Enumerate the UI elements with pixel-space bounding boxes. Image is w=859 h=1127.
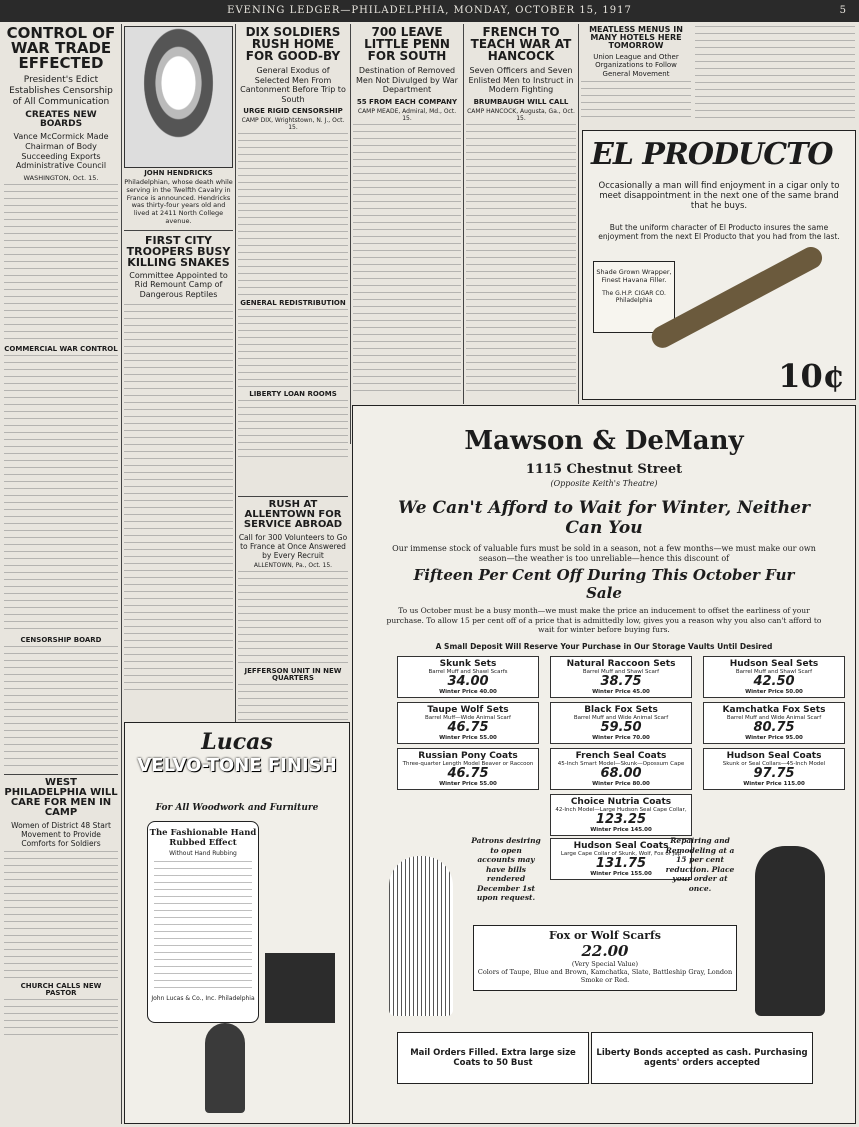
page-number: 5	[839, 5, 847, 16]
article-text-block	[238, 133, 348, 298]
lucas-brand: Lucas	[201, 729, 273, 755]
subhead-censorship-rigid: URGE RIGID CENSORSHIP	[243, 107, 343, 116]
article-text-block	[4, 851, 118, 981]
fur-item-price: 38.75	[600, 674, 642, 689]
mawson-headline: We Can't Afford to Wait for Winter, Neither Can You	[398, 498, 810, 538]
cigar-box-illustration	[593, 261, 675, 333]
el-producto-ad	[582, 130, 856, 400]
el-producto-maker: The G.H.P. CIGAR CO. Philadelphia	[602, 290, 666, 304]
fur-item-title: Kamchatka Fox Sets	[722, 705, 826, 715]
fur-item-desc: Barrel Muff—Wide Animal Scarf	[425, 715, 511, 721]
article-text-block	[4, 646, 118, 771]
article-text-block	[238, 400, 348, 460]
scarf-note: (Very Special Value)	[571, 960, 639, 968]
headline-meatless: MEATLESS MENUS IN MANY HOTELS HERE TOMORROW	[589, 26, 683, 50]
subhead-55-company: 55 FROM EACH COMPANY	[356, 97, 458, 106]
article-text-block	[4, 184, 118, 344]
deck-mccormick: Vance McCormick Made Chairman of Body Succeeding Exports Administrative Council	[13, 132, 109, 171]
headline-city-troopers: FIRST CITY TROOPERS BUSY KILLING SNAKES	[126, 233, 231, 269]
fur-item-desc: Barrel Muff and Shawl Scarfs	[428, 669, 508, 675]
el-producto-wrapper: Shade Grown Wrapper, Finest Havana Filler.	[596, 268, 672, 284]
fur-item-desc: Barrel Muff and Wide Animal Scarf	[573, 715, 669, 721]
el-producto-copy2: But the uniform character of El Producto insures the same enjoyment from the next El Producto that you had from the last.	[598, 223, 840, 241]
scarf-title: Fox or Wolf Scarfs	[549, 929, 661, 942]
fur-item-winter: Winter Price 70.00	[592, 735, 650, 741]
column-4	[353, 26, 461, 406]
lucas-panel-text	[154, 861, 252, 991]
lucas-ad	[124, 722, 350, 1124]
el-producto-copy: Occasionally a man will find enjoyment in a cigar only to meet disappointment in the next one of the same brand that he buys.	[598, 181, 840, 211]
fur-item-price: 42.50	[753, 674, 795, 689]
subhead-liberty-loan: LIBERTY LOAN ROOMS	[249, 390, 337, 399]
article-text-block	[238, 309, 348, 389]
dateline-washington: WASHINGTON, Oct. 15.	[23, 173, 99, 182]
fur-price-item	[397, 748, 539, 790]
rush-allentown-article	[238, 496, 348, 721]
fur-item-title: Russian Pony Coats	[418, 751, 518, 761]
fur-item-winter: Winter Price 45.00	[592, 689, 650, 695]
fur-item-winter: Winter Price 145.00	[590, 827, 652, 833]
woman-illustration	[205, 1023, 245, 1113]
fur-item-price: 46.75	[447, 766, 489, 781]
fur-price-item	[703, 702, 845, 744]
fur-item-price: 97.75	[753, 766, 795, 781]
headline-french-teach: FRENCH TO TEACH WAR AT HANCOCK	[470, 26, 572, 63]
photo-caption-text: Philadelphian, whose death while serving in the Twelfth Cavalry in France is announced. Hendricks was thirty-four years old and lived at 2411 North College avenue.	[124, 178, 233, 225]
fur-coat-illustration-right	[755, 846, 825, 1016]
fur-coat-illustration-left	[389, 856, 453, 1016]
fur-item-winter: Winter Price 40.00	[439, 689, 497, 695]
fur-price-item	[397, 656, 539, 698]
column-rule	[121, 24, 122, 1124]
mawson-demany-ad	[352, 405, 856, 1124]
lucas-tagline: For All Woodwork and Furniture	[155, 803, 319, 813]
column-rule	[578, 24, 579, 404]
deck-french-teach: Seven Officers and Seven Enlisted Men to Instruct in Modern Fighting	[468, 66, 574, 95]
article-text-block	[238, 571, 348, 666]
subhead-commercial: COMMERCIAL WAR CONTROL	[4, 344, 118, 353]
masthead-text: EVENING LEDGER—PHILADELPHIA, MONDAY, OCTOBER 15, 1917	[227, 5, 632, 16]
headline-dix-soldiers: DIX SOLDIERS RUSH HOME FOR GOOD-BY	[245, 26, 341, 63]
mawson-patrons: Patrons desiring to open accounts may have bills rendered December 1st upon request.	[471, 836, 541, 902]
subhead-redistribution: GENERAL REDISTRIBUTION	[240, 299, 346, 308]
fur-item-title: Black Fox Sets	[584, 705, 658, 715]
fur-item-price: 34.00	[447, 674, 489, 689]
fur-item-title: French Seal Coats	[575, 751, 667, 761]
fur-item-price: 123.25	[595, 812, 647, 827]
mail-orders-text: Mail Orders Filled. Extra large size Coats to 50 Bust	[410, 1048, 576, 1068]
dateline-camp-hancock: CAMP HANCOCK, Augusta, Ga., Oct. 15.	[467, 107, 575, 122]
article-text-block	[695, 26, 855, 122]
dateline-allentown: ALLENTOWN, Pa., Oct. 15.	[253, 562, 333, 569]
dateline-camp-meade: CAMP MEADE, Admiral, Md., Oct. 15.	[357, 107, 457, 122]
subhead-new-boards: CREATES NEW BOARDS	[25, 110, 97, 130]
fur-price-item	[550, 702, 692, 744]
mawson-name: Mawson & DeMany	[464, 426, 744, 456]
fur-item-desc: 42-Inch Model—Large Hudson Seal Cape Collar,	[555, 807, 687, 813]
fur-item-price: 80.75	[753, 720, 795, 735]
fur-item-title: Choice Nutria Coats	[570, 797, 672, 807]
fur-item-desc: Skunk or Seal Collars—45-Inch Model	[722, 761, 826, 767]
column-2	[124, 26, 233, 716]
photo-caption-name: JOHN HENDRICKS	[144, 169, 213, 177]
mail-orders-box	[397, 1032, 589, 1084]
column-3	[238, 26, 348, 496]
fur-item-desc: Large Cape Collar of Skunk, Wolf, Fox or Jap	[560, 851, 682, 857]
meatless-article	[581, 26, 691, 126]
fur-item-winter: Winter Price 155.00	[590, 871, 652, 877]
article-text-block	[124, 304, 233, 694]
fur-item-winter: Winter Price 55.00	[439, 735, 497, 741]
fur-item-title: Natural Raccoon Sets	[566, 659, 676, 669]
fur-item-winter: Winter Price 95.00	[745, 735, 803, 741]
deck-meatless: Union League and Other Organizations to Follow General Movement	[593, 53, 679, 78]
mawson-opposite: (Opposite Keith's Theatre)	[550, 479, 658, 488]
fur-price-item	[397, 702, 539, 744]
fur-item-desc: Barrel Muff and Shawl Scarf	[735, 669, 813, 675]
deck-war-trade: President's Edict Establishes Censorship of All Communication	[9, 75, 113, 107]
mawson-sale: Fifteen Per Cent Off During This October Fur Sale	[413, 566, 795, 602]
fur-price-item	[550, 794, 692, 836]
article-text-block	[353, 124, 461, 394]
subhead-censorship: CENSORSHIP BOARD	[20, 635, 102, 644]
fur-item-desc: Barrel Muff and Wide Animal Scarf	[726, 715, 822, 721]
meatless-continued	[695, 26, 855, 126]
scarf-price: 22.00	[581, 942, 629, 960]
headline-rush-allentown: RUSH AT ALLENTOWN FOR SERVICE ABROAD	[243, 499, 343, 530]
article-text-block	[4, 355, 118, 635]
column-5	[466, 26, 576, 406]
fur-price-item	[703, 656, 845, 698]
scarf-offer	[473, 925, 737, 991]
lucas-panel	[147, 821, 259, 1023]
fur-item-desc: Three-quarter Length Model Beaver or Raccoon	[402, 761, 534, 767]
fur-price-item	[550, 656, 692, 698]
lucas-maker: John Lucas & Co., Inc. Philadelphia	[151, 995, 255, 1002]
fur-item-title: Hudson Seal Coats	[573, 841, 669, 851]
mawson-intro: Our immense stock of valuable furs must be sold in a season, not a few months—we must make our own season—the weather is too unreliable—hence this discount of	[392, 544, 816, 563]
fur-item-title: Taupe Wolf Sets	[427, 705, 509, 715]
mawson-repair: Repairing and Remodeling at a 15 per cent reduction. Place your order at once.	[665, 836, 735, 893]
fur-item-price: 46.75	[447, 720, 489, 735]
dateline-camp-dix: CAMP DIX, Wrightstown, N. J., Oct. 15.	[241, 117, 345, 132]
subhead-brumbaugh: BRUMBAUGH WILL CALL	[473, 97, 569, 106]
article-text-block	[4, 999, 118, 1039]
fur-item-price: 68.00	[600, 766, 642, 781]
fur-item-title: Hudson Seal Sets	[729, 659, 819, 669]
portrait-photo	[124, 26, 233, 168]
mawson-body: To us October must be a busy month—we must make the price an inducement to offset the earliness of your purchase. To allow 15 per cent off of a price that is admittedly low, gives you a reason why you also can't afford to wait for winter before buying furs.	[386, 606, 822, 634]
column-rule	[463, 24, 464, 404]
fur-item-price: 59.50	[600, 720, 642, 735]
article-text-block	[581, 81, 691, 121]
fur-item-price: 131.75	[595, 856, 647, 871]
scarf-desc: Colors of Taupe, Blue and Brown, Kamchatka, Slate, Battleship Gray, London Smoke or Red.	[477, 968, 733, 984]
fur-item-desc: 45-Inch Smart Model—Skunk—Opossum Cape	[557, 761, 685, 767]
el-producto-brand: EL PRODUCTO	[591, 137, 833, 172]
fur-item-winter: Winter Price 55.00	[439, 781, 497, 787]
subhead-church: CHURCH CALLS NEW PASTOR	[20, 981, 102, 997]
fur-item-desc: Barrel Muff and Shawl Scarf	[582, 669, 660, 675]
deck-little-penn: Destination of Removed Men Not Divulged by War Department	[356, 66, 458, 95]
fur-item-winter: Winter Price 115.00	[743, 781, 805, 787]
column-rule	[350, 24, 351, 444]
lucas-panel-title: The Fashionable Hand Rubbed Effect	[149, 828, 257, 848]
mawson-deposit: A Small Deposit Will Reserve Your Purchase in Our Storage Vaults Until Desired	[435, 642, 773, 651]
furniture-illustration	[265, 953, 335, 1023]
liberty-bonds-box	[591, 1032, 813, 1084]
deck-dix-soldiers: General Exodus of Selected Men From Cantonment Before Trip to South	[240, 66, 346, 104]
fur-item-title: Skunk Sets	[439, 659, 497, 669]
liberty-bonds-text: Liberty Bonds accepted as cash. Purchasing agents' orders accepted	[596, 1048, 808, 1068]
fur-item-title: Hudson Seal Coats	[726, 751, 822, 761]
article-text-block	[466, 124, 576, 394]
masthead	[0, 0, 859, 22]
headline-little-penn: 700 LEAVE LITTLE PENN FOR SOUTH	[364, 26, 450, 63]
mawson-address: 1115 Chestnut Street	[525, 462, 683, 477]
deck-city-troopers: Committee Appointed to Rid Remount Camp of Dangerous Reptiles	[129, 270, 228, 299]
fur-item-winter: Winter Price 50.00	[745, 689, 803, 695]
deck-rush-allentown: Call for 300 Volunteers to Go to France at Once Answered by Every Recruit	[238, 533, 348, 560]
subhead-jefferson: JEFFERSON UNIT IN NEW QUARTERS	[244, 667, 342, 682]
headline-war-trade: CONTROL OF WAR TRADE EFFECTED	[6, 26, 116, 72]
article-text-block	[238, 684, 348, 721]
fur-item-winter: Winter Price 80.00	[592, 781, 650, 787]
column-1	[4, 26, 118, 1122]
fur-price-item	[703, 748, 845, 790]
el-producto-price: 10¢	[778, 357, 845, 395]
headline-west-philadelphia: WEST PHILADELPHIA WILL CARE FOR MEN IN CAMP	[4, 776, 118, 818]
lucas-product: VELVO-TONE FINISH	[137, 755, 337, 776]
deck-west-philadelphia: Women of District 48 Start Movement to Provide Comforts for Soldiers	[11, 820, 111, 848]
lucas-panel-sub: Without Hand Rubbing	[169, 850, 237, 857]
fur-price-item	[550, 748, 692, 790]
